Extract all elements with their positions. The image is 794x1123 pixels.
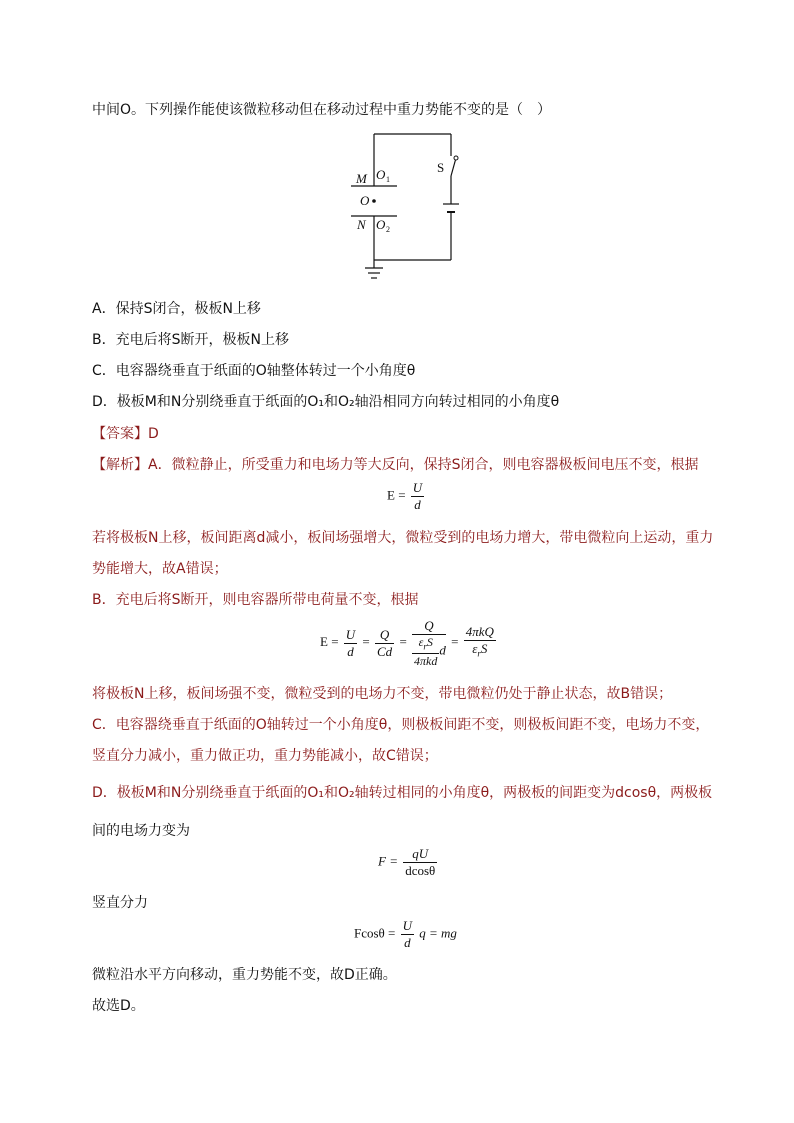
formula1-fraction [411,480,424,513]
answer-value: D [148,426,159,442]
formula2-c-s: S [426,635,433,649]
axis-label-o1: O [376,167,386,182]
formula2-d-num: 4πkQ [465,624,494,640]
formula3-den: dcosθ [405,863,436,878]
analysis-d-line4: 微粒沿水平方向移动，重力势能不变，故D正确。 [92,967,397,983]
analysis-d-line3: 竖直分力 [92,895,148,911]
formula4-fraction [401,918,414,951]
formula2-lhs: E = [320,634,339,650]
formula-e-u-d [387,480,426,513]
point-label-o: O [360,193,370,208]
analysis-d-line2: 间的电场力变为 [92,823,190,839]
formula4-lhs: Fcosθ = [354,925,396,941]
formula1-num: U [412,480,423,495]
formula4-rhs: q = mg [419,925,457,941]
answer-label: 【答案】 [92,426,148,442]
formula2-c-den [412,635,446,668]
analysis-a-line2: 若将极板N上移，板间距离d减小，板间场强增大，微粒受到的电场力增大，带电微粒向上运动，重力 [92,530,714,546]
formula4-num: U [402,918,413,933]
formula1-den: d [414,497,421,512]
formula2-eq2: = [399,634,407,650]
analysis-label: 【解析】 [92,457,148,473]
formula-fcos [354,918,457,951]
formula2-d-eps: ε [472,641,478,657]
formula3-lhs: F = [378,853,398,869]
axis-label-o2-sub: 2 [386,225,390,234]
plate-label-m: M [356,171,367,186]
formula2-c-4pikd: 4πkd [414,654,438,669]
option-d: D．极板M和N分别绕垂直于纸面的O₁和O₂轴沿相同方向转过相同的小角度θ [92,394,560,410]
formula2-frac-b [375,627,394,660]
formula2-frac-d [464,624,496,662]
formula2-c-num: Q [412,618,446,635]
plate-label-n: N [357,217,366,232]
formula2-d-s: S [480,641,488,657]
formula4-den: d [404,935,411,950]
formula2-a-num: U [345,626,356,642]
formula2-a-den: d [347,643,354,659]
analysis-d-line1: D．极板M和N分别绕垂直于纸面的O₁和O₂轴转过相同的小角度θ，两极板的间距变为dcosθ，两极板 [92,785,713,801]
analysis-a-text: A．微粒静止，所受重力和电场力等大反向，保持S闭合，则电容器极板间电压不变，根据 [148,457,699,473]
axis-label-o2: O [376,217,386,232]
option-b: B．充电后将S断开，极板N上移 [92,332,289,348]
formula2-frac-c [412,618,446,668]
formula-e-chain [320,618,498,668]
formula-f-qu [378,846,439,879]
formula2-b-num: Q [375,627,394,644]
analysis-b-line2: 将极板N上移，板间场强不变，微粒受到的电场力不变，带电微粒仍处于静止状态，故B错误； [92,686,673,702]
analysis-a-line3: 势能增大，故A错误； [92,561,228,577]
analysis-b-line1: B．充电后将S断开，则电容器所带电荷量不变，根据 [92,592,419,608]
switch-label-s: S [437,160,445,175]
answer-line [92,424,159,444]
formula3-num: qU [403,846,437,863]
formula2-c-d: d [439,642,446,658]
formula2-c-eps: ε [418,635,424,649]
formula1-lhs: E = [387,487,406,503]
analysis-c-line1: C．电容器绕垂直于纸面的O轴转过一个小角度θ，则极板间距不变，则极板间距不变，电场力不变， [92,717,710,733]
formula3-fraction [403,846,437,879]
axis-label-o1-sub: 1 [386,175,390,184]
question-stem: 中间O。下列操作能使该微粒移动但在移动过程中重力势能不变的是（ ） [92,102,552,118]
formula2-eq3: = [451,634,459,650]
formula2-b-den: Cd [377,643,393,659]
circuit-diagram [345,128,475,288]
analysis-conclusion: 故选D。 [92,998,145,1014]
analysis-c-line2: 竖直分力减小，重力做正功，重力势能减小，故C错误； [92,748,438,764]
option-c: C．电容器绕垂直于纸面的O轴整体转过一个小角度θ [92,363,416,379]
formula2-eq1: = [362,634,370,650]
formula2-c-eps-sub: r [423,641,427,652]
formula2-d-eps-sub: r [477,649,481,659]
formula2-frac-a [344,627,357,660]
analysis-a-line1 [92,455,698,475]
option-a: A．保持S闭合，极板N上移 [92,301,261,317]
